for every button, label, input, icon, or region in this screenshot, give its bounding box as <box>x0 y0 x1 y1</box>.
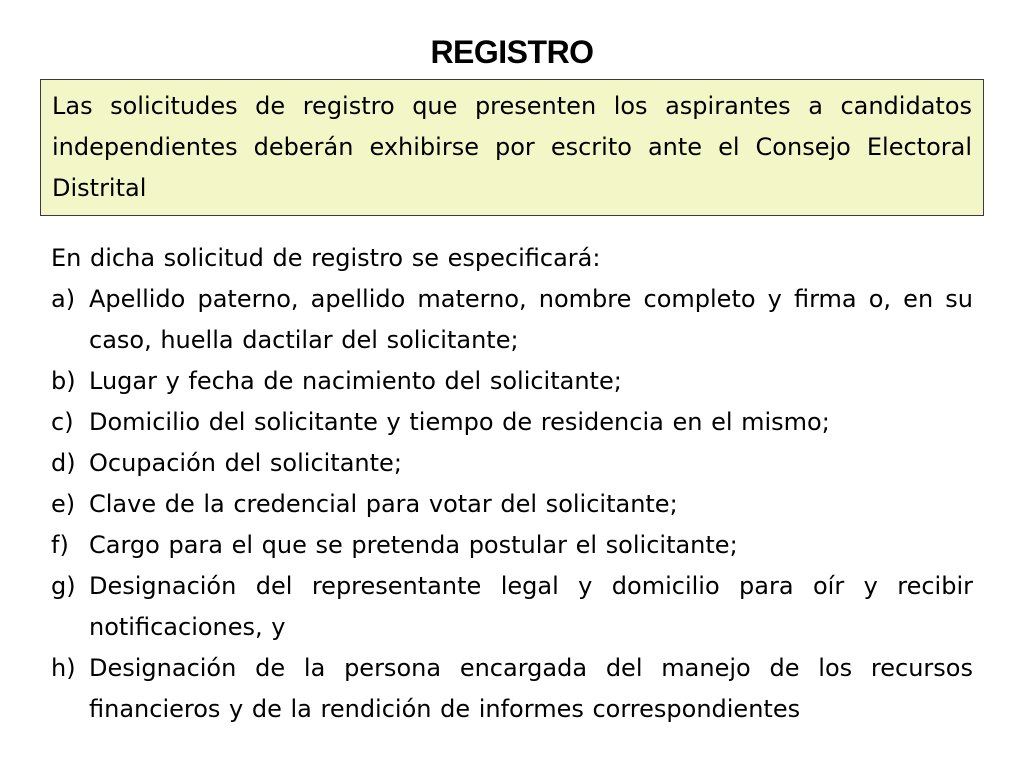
highlight-box <box>40 79 984 216</box>
list-marker: d) <box>51 449 76 477</box>
list-item <box>51 525 973 566</box>
intro-text: En dicha solicitud de registro se especificará: <box>51 244 601 272</box>
list-item <box>51 566 973 648</box>
list-item <box>51 279 973 361</box>
list-marker: e) <box>51 490 76 518</box>
list-item-text: Designación del representante legal y domicilio para oír y recibir notificaciones, y <box>89 572 973 641</box>
list-item <box>51 361 973 402</box>
list-item-text: Apellido paterno, apellido materno, nombre completo y firma o, en su caso, huella dactilar del solicitante; <box>89 285 973 354</box>
list-item-text: Cargo para el que se pretenda postular el solicitante; <box>89 531 738 559</box>
list-marker: b) <box>51 367 76 395</box>
list-marker: g) <box>51 572 76 600</box>
requirements-list <box>51 279 973 730</box>
list-item <box>51 443 973 484</box>
list-item <box>51 648 973 730</box>
list-item-text: Ocupación del solicitante; <box>89 449 402 477</box>
list-marker: a) <box>51 285 76 313</box>
list-marker: c) <box>51 408 74 436</box>
list-marker: h) <box>51 654 76 682</box>
highlight-text: Las solicitudes de registro que presenten los aspirantes a candidatos independientes deberán exhibirse por escrito ante el Consejo Electoral Distrital <box>52 92 972 202</box>
list-item-text: Lugar y fecha de nacimiento del solicitante; <box>89 367 622 395</box>
list-marker: f) <box>51 531 69 559</box>
list-item-text: Clave de la credencial para votar del solicitante; <box>89 490 678 518</box>
slide-title: REGISTRO <box>430 34 594 70</box>
list-item-text: Domicilio del solicitante y tiempo de residencia en el mismo; <box>89 408 830 436</box>
list-item <box>51 484 973 525</box>
list-item-text: Designación de la persona encargada del manejo de los recursos financieros y de la rendición de informes correspondientes <box>89 654 973 723</box>
list-item <box>51 402 973 443</box>
